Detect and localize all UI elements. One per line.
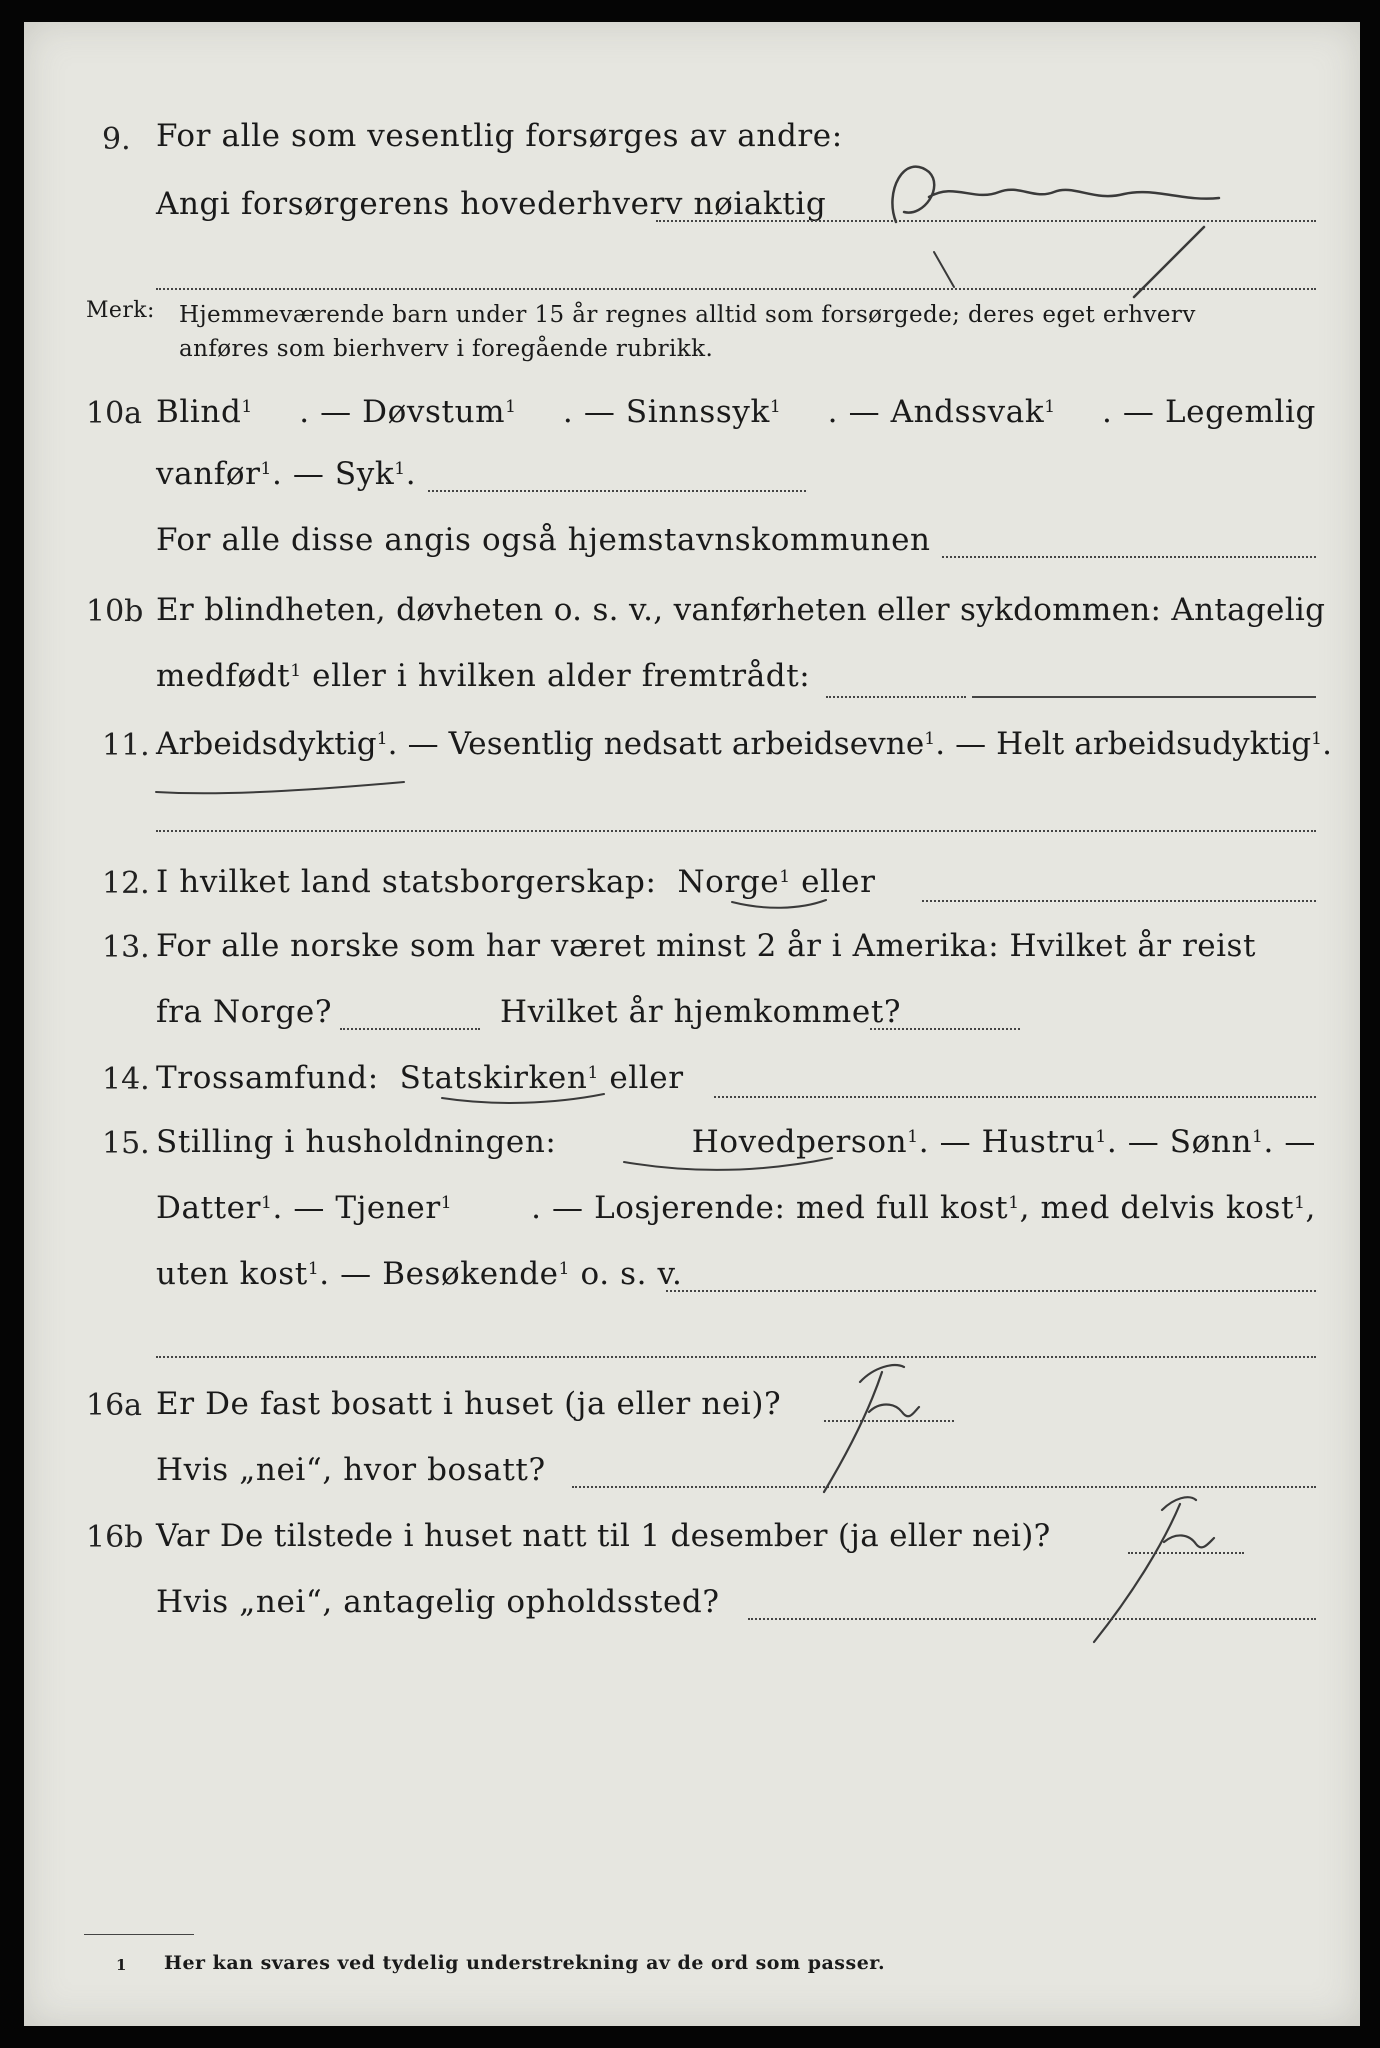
superscript-mark: 1 — [587, 1062, 599, 1083]
q10a-legemlig: . — Legemlig — [1102, 394, 1316, 430]
q9-line2: Angi forsørgerens hovederhverv nøiaktig — [156, 186, 827, 222]
question-number-10b: 10b — [86, 594, 144, 629]
q16b-line1: Var De tilstede i huset natt til 1 desember (ja eller nei)? — [156, 1518, 1051, 1554]
superscript-mark: 1 — [376, 728, 388, 749]
handwriting-layer — [24, 22, 1360, 2026]
superscript-mark: 1 — [769, 396, 782, 417]
question-number-13: 13. — [102, 930, 150, 965]
q14-question: Trossamfund: — [156, 1060, 379, 1096]
question-number-15: 15. — [102, 1126, 150, 1161]
superscript-mark: 1 — [558, 1258, 571, 1279]
q13-line1: For alle norske som har været minst 2 år i Amerika: Hvilket år reist — [156, 928, 1256, 964]
q11-nedsatt: . — Vesentlig nedsatt arbeidsevne — [387, 726, 925, 762]
question-number-12: 12. — [102, 866, 150, 901]
q10b-alder: eller i hvilken alder fremtrådt: — [301, 658, 811, 694]
q15-comma: , — [1305, 1190, 1316, 1226]
q15-hovedperson: Hovedperson — [691, 1124, 908, 1160]
underline-statskirken — [442, 1094, 604, 1103]
superscript-mark: 1 — [505, 396, 517, 417]
question-number-14: 14. — [102, 1062, 150, 1097]
superscript-mark: 1 — [394, 458, 406, 479]
q15-osv: o. s. v. — [570, 1256, 683, 1292]
q12-eller: eller — [790, 864, 876, 900]
handwriting-strokes — [156, 167, 1219, 1642]
note-line1: Hjemmeværende barn under 15 år regnes alltid som forsørgede; deres eget erhverv — [179, 302, 1196, 328]
q15-uten-kost: uten kost — [156, 1256, 308, 1292]
handwritten-occupation-scribble — [892, 167, 1219, 222]
superscript-mark: 1 — [1008, 1192, 1020, 1213]
q10b-medfodt: medfødt — [156, 658, 291, 694]
superscript-mark: 1 — [779, 866, 791, 887]
superscript-mark: 1 — [290, 660, 302, 681]
question-number-16a: 16a — [86, 1388, 143, 1423]
underline-hovedperson — [624, 1158, 832, 1170]
q10a-line3: For alle disse angis også hjemstavnskommunen — [156, 522, 931, 558]
question-number-11: 11. — [102, 728, 150, 763]
q10a-period: . — [405, 456, 417, 492]
q15-question: Stilling i husholdningen: — [156, 1124, 557, 1160]
superscript-mark: 1 — [1311, 728, 1323, 749]
q10a-sinnssyk: . — Sinnssyk — [562, 394, 770, 430]
handwritten-tick-9 — [934, 252, 954, 287]
superscript-mark: 1 — [924, 728, 936, 749]
q16b-line2: Hvis „nei“, antagelig opholdssted? — [156, 1584, 720, 1620]
superscript-mark: 1 — [1252, 1126, 1264, 1147]
q13-line2b: Hvilket år hjemkommet? — [500, 994, 902, 1030]
census-form-page — [24, 22, 1360, 2026]
q10b-line1: Er blindheten, døvheten o. s. v., vanførheten eller sykdommen: Antagelig — [156, 592, 1326, 628]
q14-eller: eller — [598, 1060, 684, 1096]
superscript-mark: 1 — [440, 1192, 453, 1213]
q11-arbeidsdyktig: Arbeidsdyktig — [156, 726, 377, 762]
q10a-syk: . — Syk — [271, 456, 395, 492]
footnote-mark: 1 — [116, 1956, 127, 1974]
q15-delvis-kost: , med delvis kost — [1019, 1190, 1295, 1226]
handwritten-ja-16a — [824, 1365, 919, 1492]
question-number-9: 9. — [102, 122, 131, 157]
q15-sonn: . — Sønn — [1106, 1124, 1253, 1160]
superscript-mark: 1 — [261, 1192, 273, 1213]
q15-losjerende: . — Losjerende: med full kost — [531, 1190, 1009, 1226]
q14-statskirken: Statskirken — [399, 1060, 588, 1096]
q10a-blind: Blind — [156, 394, 242, 430]
q10a-vanfor: vanfør — [156, 456, 261, 492]
note-line2: anføres som bierhverv i foregående rubrikk. — [179, 336, 714, 362]
superscript-mark: 1 — [1294, 1192, 1306, 1213]
q10a-andssvak: . — Andssvak — [827, 394, 1045, 430]
handwritten-slash-9 — [1134, 227, 1204, 297]
q12-norge: Norge — [677, 864, 780, 900]
q15-hustru: . — Hustru — [918, 1124, 1096, 1160]
q15-dash: . — — [1263, 1124, 1316, 1160]
superscript-mark: 1 — [1095, 1126, 1107, 1147]
q10a-dovstum: . — Døvstum — [299, 394, 506, 430]
q15-datter: Datter — [156, 1190, 262, 1226]
q11-period: . — [1322, 726, 1333, 762]
question-number-10a: 10a — [86, 396, 143, 431]
q16a-line2: Hvis „nei“, hvor bosatt? — [156, 1452, 546, 1488]
q12-question: I hvilket land statsborgerskap: — [156, 864, 657, 900]
handwritten-ja-16b — [1094, 1497, 1214, 1642]
q15-besokende: . — Besøkende — [319, 1256, 559, 1292]
question-number-16b: 16b — [86, 1520, 144, 1555]
q13-line2a: fra Norge? — [156, 994, 333, 1030]
q16a-line1: Er De fast bosatt i huset (ja eller nei)? — [156, 1386, 782, 1422]
underline-arbeidsdyktig — [156, 782, 404, 793]
q15-tjener: . — Tjener — [272, 1190, 441, 1226]
note-label: Merk: — [86, 298, 155, 323]
superscript-mark: 1 — [241, 396, 253, 417]
superscript-mark: 1 — [907, 1126, 919, 1147]
superscript-mark: 1 — [1044, 396, 1056, 417]
superscript-mark: 1 — [307, 1258, 320, 1279]
underline-norge — [732, 900, 826, 908]
superscript-mark: 1 — [260, 458, 272, 479]
q11-udyktig: . — Helt arbeidsudyktig — [935, 726, 1312, 762]
footnote-text: Her kan svares ved tydelig understrekning av de ord som passer. — [164, 1952, 886, 1974]
q9-line1: For alle som vesentlig forsørges av andre: — [156, 118, 843, 154]
